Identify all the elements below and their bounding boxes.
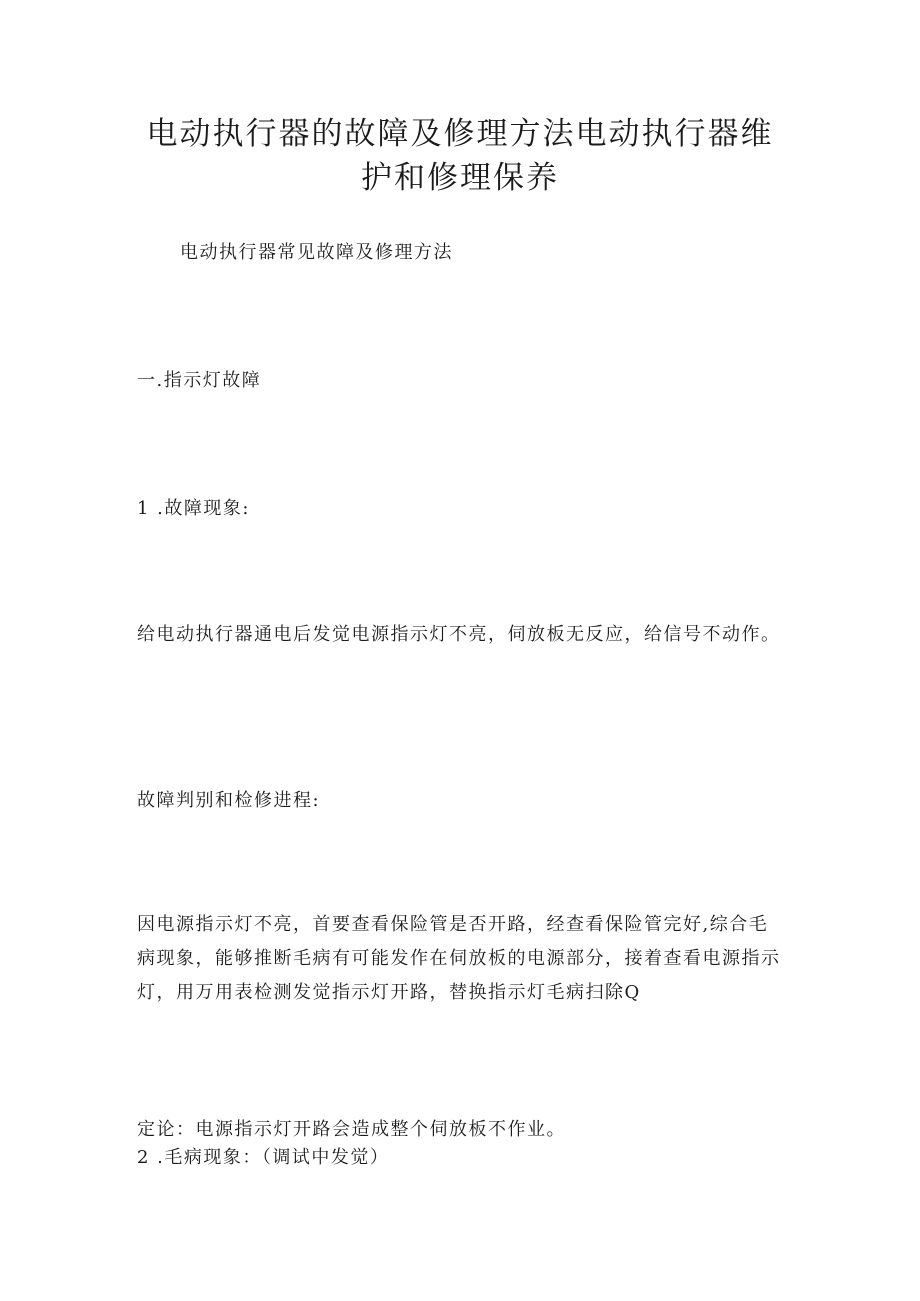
document-title: 电动执行器的故障及修理方法电动执行器维护和修理保养 xyxy=(146,116,774,196)
item-heading-fault-phenomenon-1: 1 .故障现象: xyxy=(137,498,250,519)
diagnosis-heading: 故障判别和检修进程: xyxy=(137,790,321,811)
document-subtitle: 电动执行器常见故障及修理方法 xyxy=(180,242,453,263)
item-heading-fault-phenomenon-2: 2 .毛病现象：（调试中发觉） xyxy=(137,1147,390,1168)
paragraph-conclusion: 定论：电源指示灯开路会造成整个伺放板不作业。 xyxy=(137,1119,566,1140)
paragraph-diagnosis: 因电源指示灯不亮，首要查看保险管是否开路，经查看保险管完好,综合毛病现象，能够推断毛病有可能发作在伺放板的电源部分，接着查看电源指示灯，用万用表检测发觉指示灯开路，替换指示灯毛病扫除Q xyxy=(137,914,781,1003)
paragraph-fault-phenomenon: 给电动执行器通电后发觉电源指示灯不亮，伺放板无反应，给信号不动作。 xyxy=(137,624,781,645)
section-heading-indicator-fault: 一.指示灯故障 xyxy=(137,370,262,391)
